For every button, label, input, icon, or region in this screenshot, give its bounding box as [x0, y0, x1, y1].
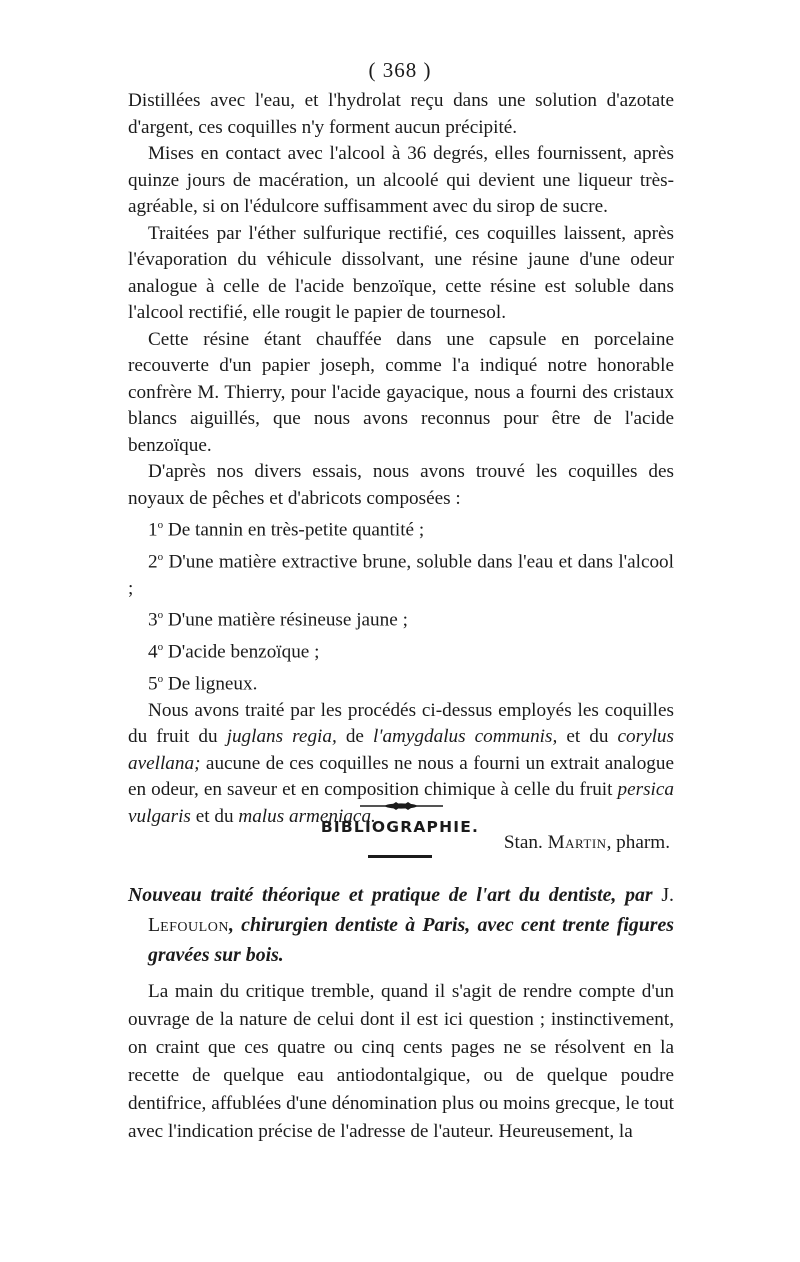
- paragraph-alcohol: Mises en contact avec l'alcool à 36 degrés, elles fournissent, après quinze jours de macération, un alcoolé qui devient une liqueur très-agréable, si on l'édulcore suffisamment avec du sirop de sucre.: [128, 143, 674, 217]
- bibliography-block: [128, 880, 674, 1146]
- list-item: 1$^o$ De tannin en très-petite quantité ;: [148, 519, 425, 541]
- list-item: 5$^o$ De ligneux.: [148, 673, 258, 695]
- paragraph-resin-heating: Cette résine étant chauffée dans une capsule en porcelaine recouverte d'un papier joseph, comme l'a indiqué notre honorable confrère M. Thierry, pour l'acide gayacique, nous a fourni des cristaux blancs aiguillés, que nous avons reconnus pour être de l'acide benzoïque.: [128, 328, 674, 456]
- ornamental-divider: [360, 800, 443, 812]
- species-juglans: juglans regia,: [226, 726, 337, 748]
- list-item: 2$^o$ D'une matière extractive brune, soluble dans l'eau et dans l'alcool ;: [128, 550, 674, 599]
- paragraph-ether: Traitées par l'éther sulfurique rectifié, ces coquilles laissent, après l'évaporation du véhicule dissolvant, une résine jaune d'une odeur analogue à celle de l'acide benzoïque, cette résine est soluble dans l'alcool rectifié, elle rougit le papier de tournesol.: [128, 222, 674, 323]
- paragraph-composition-intro: D'après nos divers essais, nous avons trouvé les coquilles des noyaux de pêches et d'abricots composées :: [128, 461, 674, 509]
- species-persica: persica vulgaris: [128, 779, 674, 827]
- paragraph-distillation: Distillées avec l'eau, et l'hydrolat reçu dans une solution d'azotate d'argent, ces coquilles n'y forment aucun précipité.: [128, 90, 674, 138]
- species-amygdalus: l'amygdalus communis,: [373, 726, 558, 748]
- heading-underline: [368, 855, 432, 858]
- list-item: 3$^o$ D'une matière résineuse jaune ;: [148, 609, 408, 631]
- list-item: 4$^o$ D'acide benzoïque ;: [148, 641, 320, 663]
- author-signature: Stan. Martin, pharm.: [503, 832, 670, 854]
- paragraph-review: La main du critique tremble, quand il s'agit de rendre compte d'un ouvrage de la nature de celui dont il est ici question ; instinctivement, on craint que ces quatre ou cinq cents pages ne se résolvent en la recette de quelque eau antiodontalgique, ou de quelque poudre dentifrice, affublées d'une dénomination plus ou moins grecque, le tout avec l'indication précise de l'adresse de l'auteur. Heureusement, la: [128, 981, 674, 1142]
- paragraph-other-shells: Nous avons traité par les procédés ci-dessus employés les coquilles du fruit du juglans regia, de l'amygdalus communis, et du corylus avellana; aucune de ces coquilles ne nous a fourni un extrait analogue en odeur, en saveur et en composition chimique à celle du fruit persica vulgaris et du malus armeniaca.: [128, 699, 674, 827]
- main-text-block: [128, 88, 674, 857]
- species-corylus: corylus avellana;: [128, 726, 674, 774]
- section-heading: BIBLIOGRAPHIE.: [320, 818, 480, 836]
- page-number: ( 368 ): [368, 58, 432, 82]
- species-malus: malus armeniaca.: [238, 805, 376, 827]
- book-title: Nouveau traité théorique et pratique de l'art du dentiste, par J. Lefoulon, chirurgien dentiste à Paris, avec cent trente figures gravées sur bois.: [128, 884, 674, 966]
